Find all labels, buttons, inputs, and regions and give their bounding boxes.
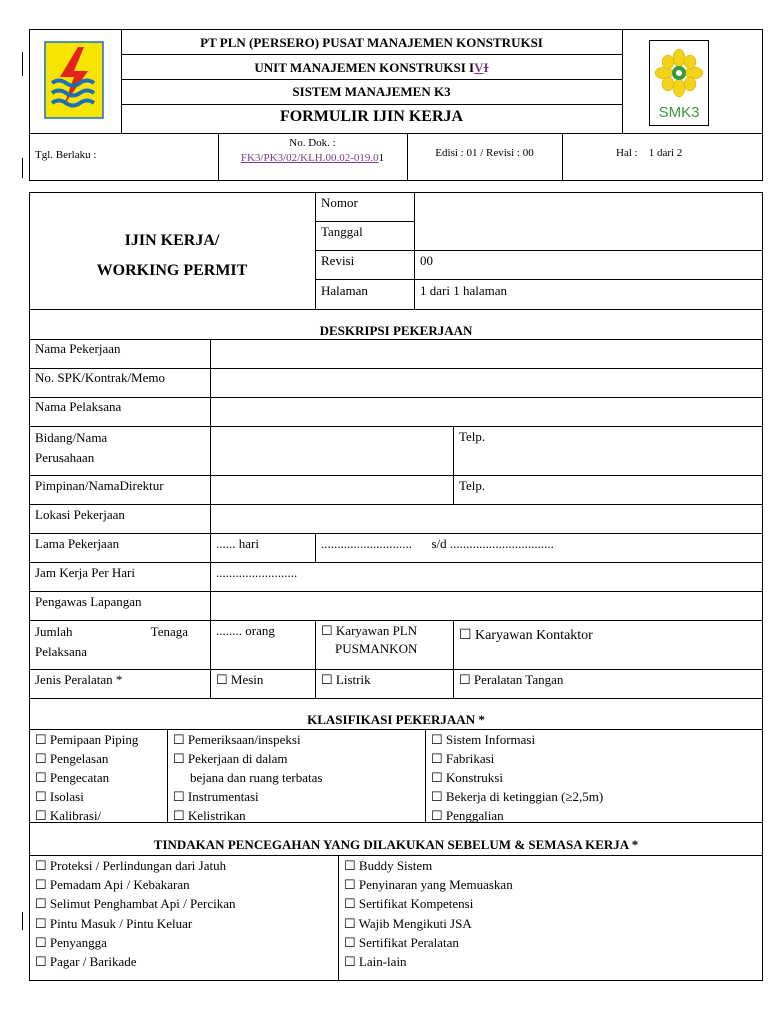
halaman-label: Halaman — [321, 283, 368, 298]
klasifikasi-item-continued: bejana dan ruang terbatas — [190, 770, 323, 785]
pengawas-label: Pengawas Lapangan — [35, 594, 142, 609]
no-dok: No. Dok. : FK3/PK3/02/KLH.00.02-019.01 — [240, 137, 385, 164]
klasifikasi-item[interactable]: ☐ Pengecatan — [35, 770, 110, 785]
jam-label: Jam Kerja Per Hari — [35, 565, 135, 580]
telp-label: Telp. — [459, 478, 486, 493]
margin-mark — [22, 912, 23, 930]
klasifikasi-col3 — [425, 730, 603, 825]
klasifikasi-item[interactable]: ☐ Konstruksi — [431, 770, 503, 785]
jenis-peralatan-label: Jenis Peralatan * — [35, 672, 123, 687]
halaman-value: 1 dari 1 halaman — [420, 283, 507, 298]
klasifikasi-item[interactable]: ☐ Pengelasan — [35, 751, 109, 766]
klasifikasi-item[interactable]: ☐ Penggalian — [431, 808, 504, 823]
smk3-text: SMK3 — [658, 104, 700, 121]
tindakan-item[interactable]: ☐ Wajib Mengikuti JSA — [344, 915, 472, 931]
karyawan-kontaktor-checkbox[interactable]: ☐ Karyawan Kontaktor — [459, 628, 593, 643]
halaman-info: Hal : 1 dari 2 — [616, 147, 683, 159]
tanggal-label: Tanggal — [321, 224, 363, 239]
tindakan-item[interactable]: ☐ Buddy Sistem — [344, 858, 433, 873]
tindakan-item[interactable]: ☐ Penyangga — [35, 934, 107, 950]
nama-pelaksana-label: Nama Pelaksana — [35, 399, 122, 414]
no-spk-label: No. SPK/Kontrak/Memo — [35, 370, 165, 385]
klasifikasi-item[interactable]: ☐ Isolasi — [35, 789, 84, 804]
tindakan-item[interactable]: ☐ Lain-lain — [344, 954, 407, 970]
klasifikasi-item[interactable]: ☐ Instrumentasi — [173, 789, 259, 804]
nomor-label: Nomor — [321, 195, 358, 210]
tindakan-col1 — [29, 856, 236, 971]
peralatan-tangan-checkbox[interactable]: ☐ Peralatan Tangan — [459, 672, 564, 687]
tindakan-item[interactable]: ☐ Proteksi / Perlindungan dari Jatuh — [35, 858, 227, 873]
klasifikasi-item[interactable]: ☐ Pekerjaan di dalam — [173, 751, 288, 766]
klasifikasi-heading: KLASIFIKASI PEKERJAAN * — [307, 712, 485, 727]
lokasi-label: Lokasi Pekerjaan — [35, 507, 125, 522]
jumlah-label: Jumlah Tenaga Pelaksana — [35, 624, 188, 659]
lama-hari: ...... hari — [216, 536, 259, 551]
tindakan-item[interactable]: ☐ Selimut Penghambat Api / Percikan — [35, 896, 236, 912]
tindakan-item[interactable]: ☐ Pemadam Api / Kebakaran — [35, 877, 190, 893]
tindakan-item[interactable]: ☐ Sertifikat Kompetensi — [344, 896, 474, 912]
unit-line: UNIT MANAJEMEN KONSTRUKSI IVI — [254, 60, 489, 75]
klasifikasi-item[interactable]: ☐ Pemeriksaan/inspeksi — [173, 732, 301, 747]
listrik-checkbox[interactable]: ☐ Listrik — [321, 672, 371, 687]
pln-logo — [44, 41, 104, 119]
klasifikasi-item[interactable]: ☐ Sistem Informasi — [431, 732, 536, 747]
klasifikasi-col1 — [29, 730, 138, 825]
klasifikasi-item[interactable]: ☐ Fabrikasi — [431, 751, 495, 766]
klasifikasi-item[interactable]: ☐ Kelistrikan — [173, 808, 246, 823]
jam-value: ......................... — [216, 565, 298, 580]
margin-mark — [22, 158, 23, 178]
form-title: FORMULIR IJIN KERJA — [279, 108, 464, 125]
orang-value: ........ orang — [216, 623, 275, 638]
klasifikasi-col2 — [167, 730, 322, 825]
lama-range: ............................ s/d ................................ — [321, 536, 554, 551]
revisi-label: Revisi — [321, 253, 355, 268]
edisi: Edisi : 01 / Revisi : 00 — [435, 147, 534, 159]
smk3-logo — [649, 40, 709, 126]
lama-label: Lama Pekerjaan — [35, 536, 120, 551]
bidang-label: Bidang/Nama Perusahaan — [35, 430, 108, 465]
tindakan-heading: TINDAKAN PENCEGAHAN YANG DILAKUKAN SEBELUM & SEMASA KERJA * — [153, 837, 639, 852]
margin-mark — [22, 52, 23, 76]
tindakan-item[interactable]: ☐ Sertifikat Peralatan — [344, 934, 459, 950]
system-line: SISTEM MANAJEMEN K3 — [292, 84, 451, 99]
mesin-checkbox[interactable]: ☐ Mesin — [216, 672, 264, 687]
tindakan-item[interactable]: ☐ Pintu Masuk / Pintu Keluar — [35, 915, 193, 931]
nama-pekerjaan-label: Nama Pekerjaan — [35, 341, 121, 356]
telp-label: Telp. — [459, 429, 486, 444]
deskripsi-heading: DESKRIPSI PEKERJAAN — [319, 323, 473, 338]
tgl-berlaku: Tgl. Berlaku : — [35, 149, 97, 161]
tindakan-item[interactable]: ☐ Penyinaran yang Memuaskan — [344, 877, 513, 893]
tindakan-item[interactable]: ☐ Pagar / Barikade — [35, 954, 137, 970]
tindakan-col2 — [338, 856, 513, 971]
org-line: PT PLN (PERSERO) PUSAT MANAJEMEN KONSTRUKSI — [200, 35, 543, 50]
klasifikasi-item[interactable]: ☐ Bekerja di ketinggian (≥2,5m) — [431, 789, 604, 804]
revisi-value: 00 — [420, 253, 433, 268]
klasifikasi-item[interactable]: ☐ Kalibrasi/ — [35, 808, 102, 823]
karyawan-pln-checkbox[interactable]: ☐ Karyawan PLN PUSMANKON — [321, 623, 418, 656]
klasifikasi-item[interactable]: ☐ Pemipaan Piping — [35, 732, 139, 747]
permit-title: IJIN KERJA/ WORKING PERMIT — [96, 232, 248, 279]
pimpinan-label: Pimpinan/NamaDirektur — [35, 478, 164, 493]
